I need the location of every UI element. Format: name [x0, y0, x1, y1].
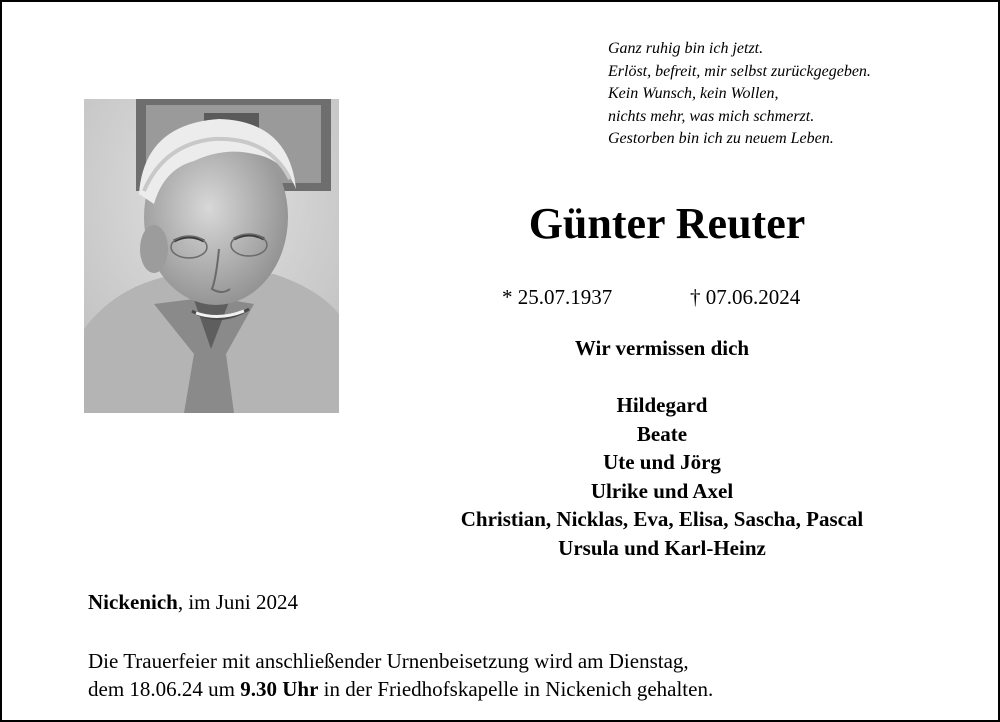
poem-line: Kein Wunsch, kein Wollen,: [608, 85, 779, 102]
place-date: [88, 589, 298, 615]
funeral-line: Die Trauerfeier mit anschließender Urnenbeisetzung wird am Dienstag,: [88, 649, 689, 673]
poem: [608, 38, 871, 151]
funeral-date-text: dem 18.06.24 um: [88, 677, 241, 701]
poem-line: nichts mehr, was mich schmerzt.: [608, 107, 815, 125]
mourner: Ute und Jörg: [603, 450, 721, 474]
mourner: Ursula und Karl-Heinz: [558, 535, 766, 560]
death-date: † 07.06.2024: [690, 285, 801, 309]
funeral-location-text: in der Friedhofskapelle in Nickenich gehalten.: [318, 677, 714, 701]
birth-date: * 25.07.1937: [502, 285, 613, 309]
funeral-line: [88, 675, 713, 703]
mourner: Ulrike und Axel: [590, 478, 734, 503]
mourner: Christian, Nicklas, Eva, Elisa, Sascha, Pascal: [460, 507, 864, 531]
mourners-list: [382, 391, 942, 562]
motto: Wir vermissen dich: [574, 336, 750, 360]
place-date-text: , im Juni 2024: [177, 590, 299, 614]
funeral-notice: [88, 647, 713, 703]
poem-line: Erlöst, befreit, mir selbst zurückgegeben.: [608, 62, 871, 80]
funeral-time: 9.30 Uhr: [240, 677, 319, 701]
portrait-photo: [84, 99, 339, 413]
poem-line: Ganz ruhig bin ich jetzt.: [608, 40, 764, 57]
place-town: Nickenich: [88, 590, 178, 614]
poem-line: Gestorben bin ich zu neuem Leben.: [608, 130, 834, 147]
mourner: Beate: [636, 421, 688, 446]
mourner: Hildegard: [616, 393, 708, 417]
deceased-name: Günter Reuter: [528, 199, 806, 248]
